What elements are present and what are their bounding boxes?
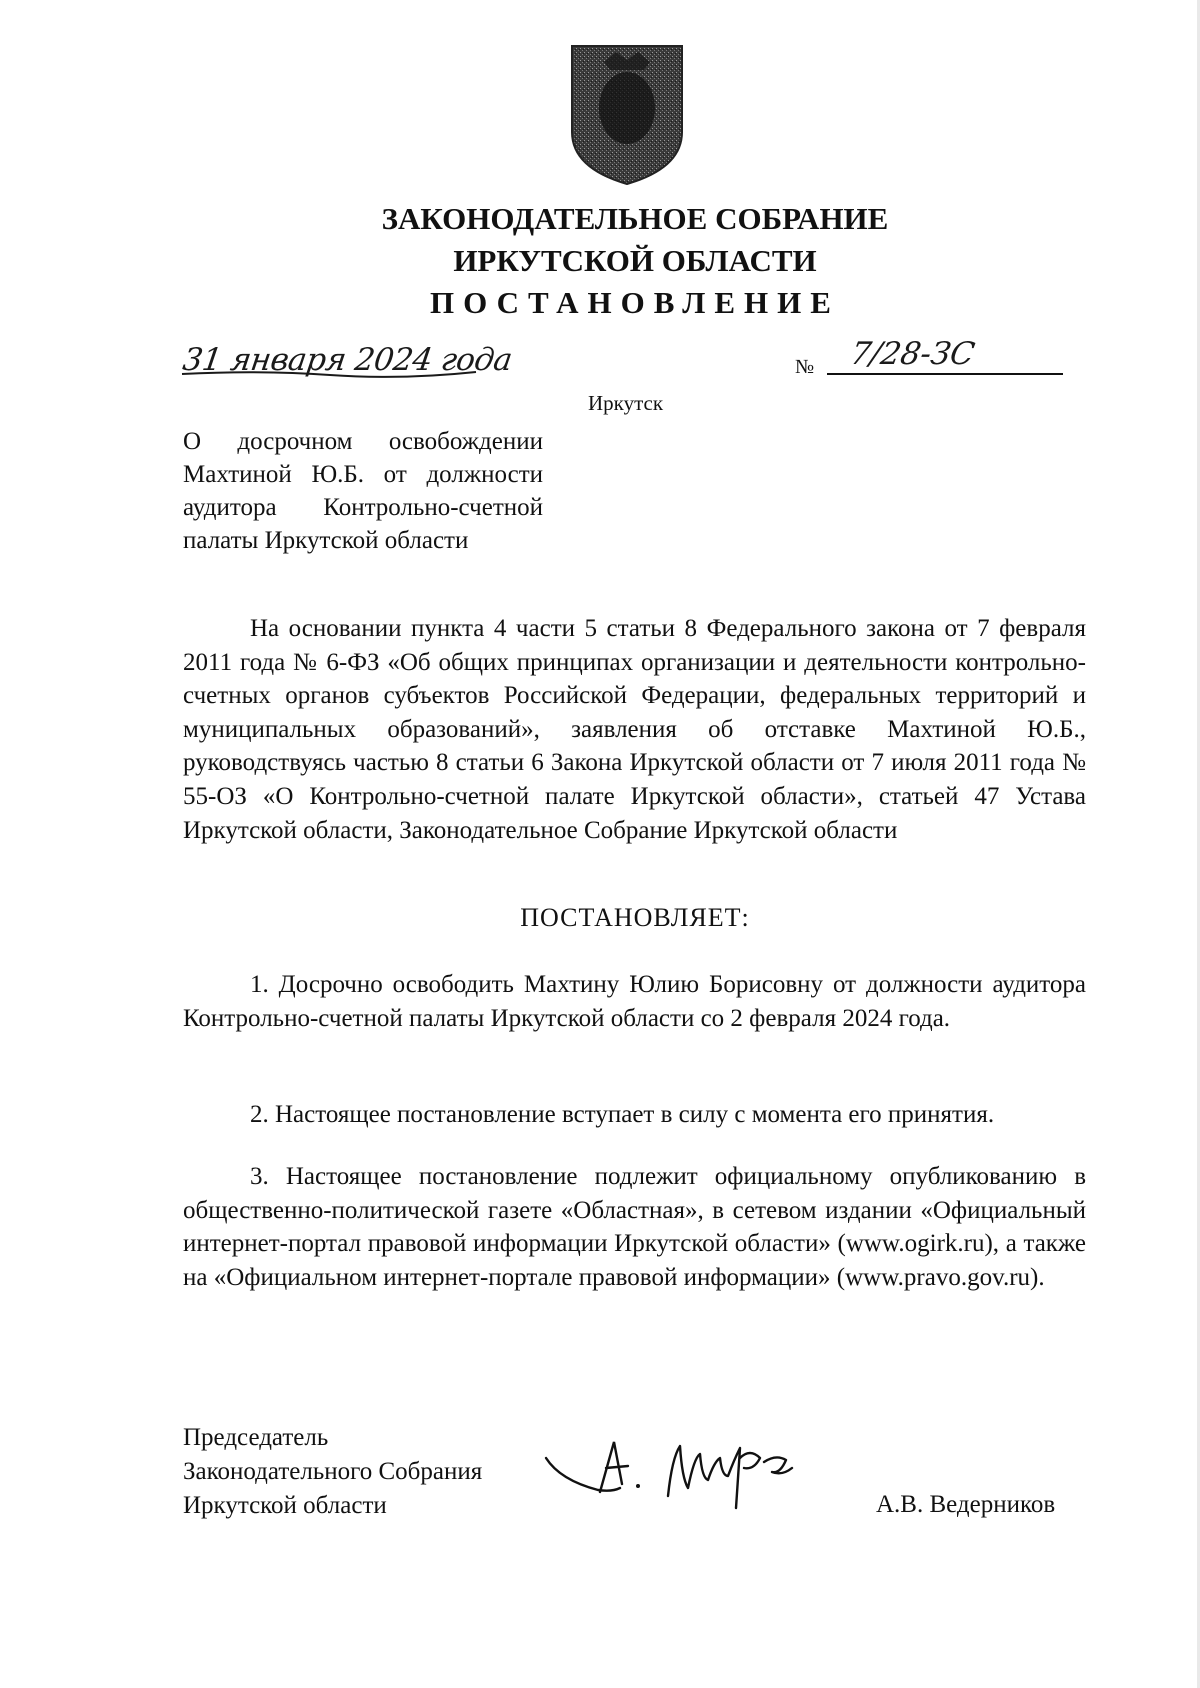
signer-title-line1: Председатель bbox=[183, 1424, 329, 1451]
signer-title bbox=[183, 1421, 482, 1523]
number-sign: № bbox=[795, 356, 815, 378]
resolution-item-1: 1. Досрочно освободить Махтину Юлию Борисовну от должности аудитора Контрольно-счетной палаты Иркутской области со 2 февраля 2024 года. bbox=[183, 971, 1086, 1032]
signer-title-line3: Иркутской области bbox=[183, 1492, 387, 1519]
organization-name-line2: ИРКУТСКОЙ ОБЛАСТИ bbox=[453, 243, 817, 278]
resolution-item-2: 2. Настоящее постановление вступает в силу с момента его принятия. bbox=[250, 1101, 995, 1128]
handwritten-number: 7/28-ЗС bbox=[847, 336, 978, 372]
handwritten-signature bbox=[540, 1418, 830, 1518]
resolves-heading: ПОСТАНОВЛЯЕТ: bbox=[520, 903, 750, 932]
document-subject: О досрочном освобождении Махтиной Ю.Б. от должности аудитора Контрольно-счетной палаты Иркутской области bbox=[183, 428, 543, 554]
document-type: ПОСТАНОВЛЕНИЕ bbox=[430, 285, 840, 320]
signer-name: А.В. Ведерников bbox=[876, 1491, 1056, 1518]
coat-of-arms-icon bbox=[568, 44, 686, 186]
resolution-item-3: 3. Настоящее постановление подлежит официальному опубликованию в общественно-политической газете «Областная», в сетевом издании «Официальный интернет-портал правовой информации Иркутской области» (www.ogirk.ru), а также на «Официальном интернет-портале правовой информации» (www.pravo.gov.ru). bbox=[183, 1163, 1086, 1291]
handwritten-date: 31 января 2024 года bbox=[180, 342, 515, 378]
signer-title-line2: Законодательного Собрания bbox=[183, 1458, 483, 1485]
preamble-paragraph: На основании пункта 4 части 5 статьи 8 Федерального закона от 7 февраля 2011 года № 6-ФЗ «Об общих принципах организации и деятельности контрольно-счетных органов субъектов Российской Федерации, федеральных территорий и муниципальных образований», заявления об отставке Махтиной Ю.Б., руководствуясь частью 8 статьи 6 Закона Иркутской области от 7 июля 2011 года № 55-ОЗ «О Контрольно-счетной палате Иркутской области», статьей 47 Устава Иркутской области, Законодательное Собрание Иркутской области bbox=[183, 615, 1086, 844]
organization-name-line1: ЗАКОНОДАТЕЛЬНОЕ СОБРАНИЕ bbox=[381, 201, 889, 236]
number-underline bbox=[827, 373, 1063, 375]
city-name: Иркутск bbox=[588, 391, 664, 415]
document-header bbox=[0, 198, 1200, 324]
date-underline bbox=[180, 368, 480, 380]
